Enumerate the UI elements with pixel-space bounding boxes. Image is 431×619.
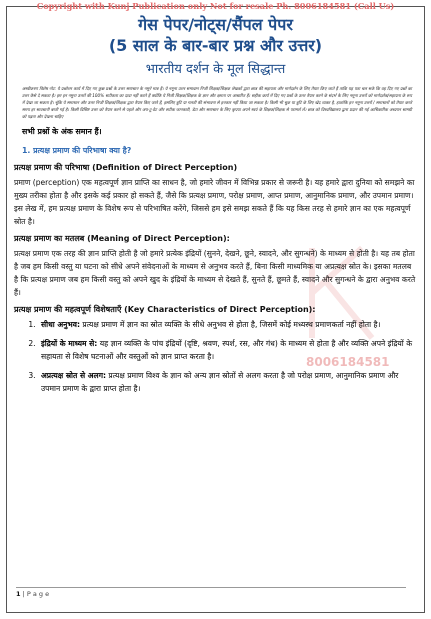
- section-heading: प्रत्यक्ष प्रमाण की परिभाषा (Definition of Direct Perception): [14, 163, 238, 172]
- page-number: 1: [16, 590, 21, 598]
- section-characteristics: [14, 304, 417, 395]
- subject-title: भारतीय दर्शन के मूल सिद्धान्त: [145, 62, 286, 77]
- item-term: सीधा अनुभव:: [41, 320, 80, 329]
- item-text: प्रत्यक्ष प्रमाण में ज्ञान का स्रोत व्यक्ति के सीधे अनुभव से होता है, जिसमें कोई मध्यस्थ प्रमाणकर्ता नहीं होता है।: [80, 320, 381, 329]
- list-item: [38, 369, 417, 395]
- page-label: | P a g e: [20, 590, 50, 598]
- item-term: अप्रत्यक्ष स्रोत से अलग:: [41, 371, 107, 380]
- page-footer: [16, 587, 406, 598]
- section-body: प्रमाण (perception) एक महत्वपूर्ण ज्ञान प्राप्ति का साधन है, जो हमारे जीवन में विभिन्न प्रकार से जरूरी है। यह हमारे द्वारा दुनिया को समझने का मुख्य तरीका होता है और इसके कई प्रकार हो सकते हैं, जैसे कि प्रत्यक्ष प्रमाण, परोक्ष प्रमाण, आप्त प्रमाण, आनुमानिक प्रमाण, और उपमान प्रमाण। इस लेख में, हम प्रत्यक्ष प्रमाण के विशेष रूप से परिभाषित करेंगे, जिससे हम इसे समझ सकते हैं कि यह किस तरह से हमारे ज्ञान का एक महत्वपूर्ण स्रोत है।: [14, 178, 415, 226]
- item-term: इंद्रियों के माध्यम से:: [41, 339, 98, 348]
- section-meaning: [14, 233, 417, 299]
- watermark-phone: 8006184581: [306, 355, 390, 369]
- section-heading: प्रत्यक्ष प्रमाण की महत्वपूर्ण विशेषताएँ (Key Characteristics of Direct Perception):: [14, 305, 316, 314]
- marks-note: सभी प्रश्नों के अंक समान हैं।: [22, 127, 102, 136]
- section-definition: [14, 162, 417, 228]
- section-body: प्रत्यक्ष प्रमाण एक तरह की ज्ञान प्राप्ति होती है जो हमारे प्रत्येक इंद्रियों (सुनने, देखने, छूने, स्वादने, और सुगन्धने) के माध्यम से होती है। यह तब होता है जब हम किसी वस्तु या घटना को सीधे अपने संवेदनाओं के माध्यम से अनुभव करते हैं, बिना किसी माध्यमिक या अप्रत्यक्ष स्रोत के। इसका मतलब है कि प्रत्यक्ष प्रमाण जब हम किसी वस्तु को अपने खुद के इंद्रियों के माध्यम से देखते हैं, सुनते हैं, छूमते हैं, स्वादने और सुगन्धने के द्वारा अनुभव करते हैं।: [14, 249, 416, 297]
- document-title: गेस पेपर/नोट्स/सैंपल पेपर: [138, 15, 293, 34]
- item-text: यह ज्ञान व्यक्ति के पांच इंद्रियों (दृष्टि, श्रवण, स्पर्श, रस, और गंध) के माध्यम से होता है और व्यक्ति अपने इंद्रियों के सहायता से विशेष घटनाओं और वस्तुओं को ज्ञान प्राप्त करता है।: [41, 339, 413, 361]
- section-heading: प्रत्यक्ष प्रमाण का मतलब (Meaning of Direct Perception):: [14, 234, 230, 243]
- question-heading: 1. प्रत्यक्ष प्रमाण की परिभाषा क्या है?: [22, 146, 132, 155]
- page-content: [14, 1, 417, 401]
- list-item: [38, 337, 417, 363]
- disclaimer-text: अस्वीकरण विशेष नोट: ये प्रश्नोत्तर कार्य में दिए गए कुछ प्रश्नों के उत्तर समाधान के नमूने मात्र हैं। ये नमूना उत्तर समाधान निजी शिक्षक/शिक्षक लेखकों द्वारा छात्र की सहायता और मार्गदर्शन के लिए तैयार किए जाते हैं ताकि यह पता चल सके कि वह दिए गए प्रश्नों का उत्तर कैसे दे सकता है। हम इन नमूना उत्तरों की 100% सटीकता का दावा नहीं करते हैं क्योंकि ये निजी शिक्षक/शिक्षक के ज्ञान और क्षमता पर आधारित हैं। सहीक कार्य में दिए गए प्रश्नों के उत्तर तैयार करने के संदर्भ के लिए नमूना उत्तरों को मार्गदर्शक/सहायता के रूप में देखा जा सकता है। चूंकि ये समाधान और उत्तर निजी शिक्षक/शिक्षक द्वारा तैयार किए जाते हैं, इसलिए त्रुटि या गलती की संभावना से इनकार नहीं किया जा सकता है। किसी भी चूक या त्रुटि के लिए खेद व्यक्त है, हालांकि इन नमूना उत्तरों / समाधानों को तैयार करते समय हर सावधानी बरती गई है। किसी विशिष्ट उत्तर को तैयार करने से पहले और अप-टू-डेट और सटीक जानकारी, डेटा और समाधान के लिए कृपया अपने स्वयं के शिक्षक/शिक्षक से परामर्श लें। छात्र को विश्वविद्यालय द्वारा प्रदान की गई आधिकारिक अध्ययन सामग्री को पढ़ना और देखना चाहिए: [22, 86, 412, 119]
- document-title-sub: (5 साल के बार-बार प्रश्न और उत्तर): [108, 36, 323, 55]
- list-item: [38, 318, 417, 331]
- copyright-banner: Copyright with Kunj Publication only Not for resale Ph. 8006184581 (Call Us): [36, 1, 395, 11]
- characteristics-list: [14, 318, 417, 395]
- item-text: प्रत्यक्ष प्रमाण विश्व के ज्ञान को अन्य ज्ञान स्रोतों से अलग करता है जो परोक्ष प्रमाण, आनुमानिक प्रमाण और उपमान प्रमाण के द्वारा प्राप्त होता है।: [41, 371, 399, 393]
